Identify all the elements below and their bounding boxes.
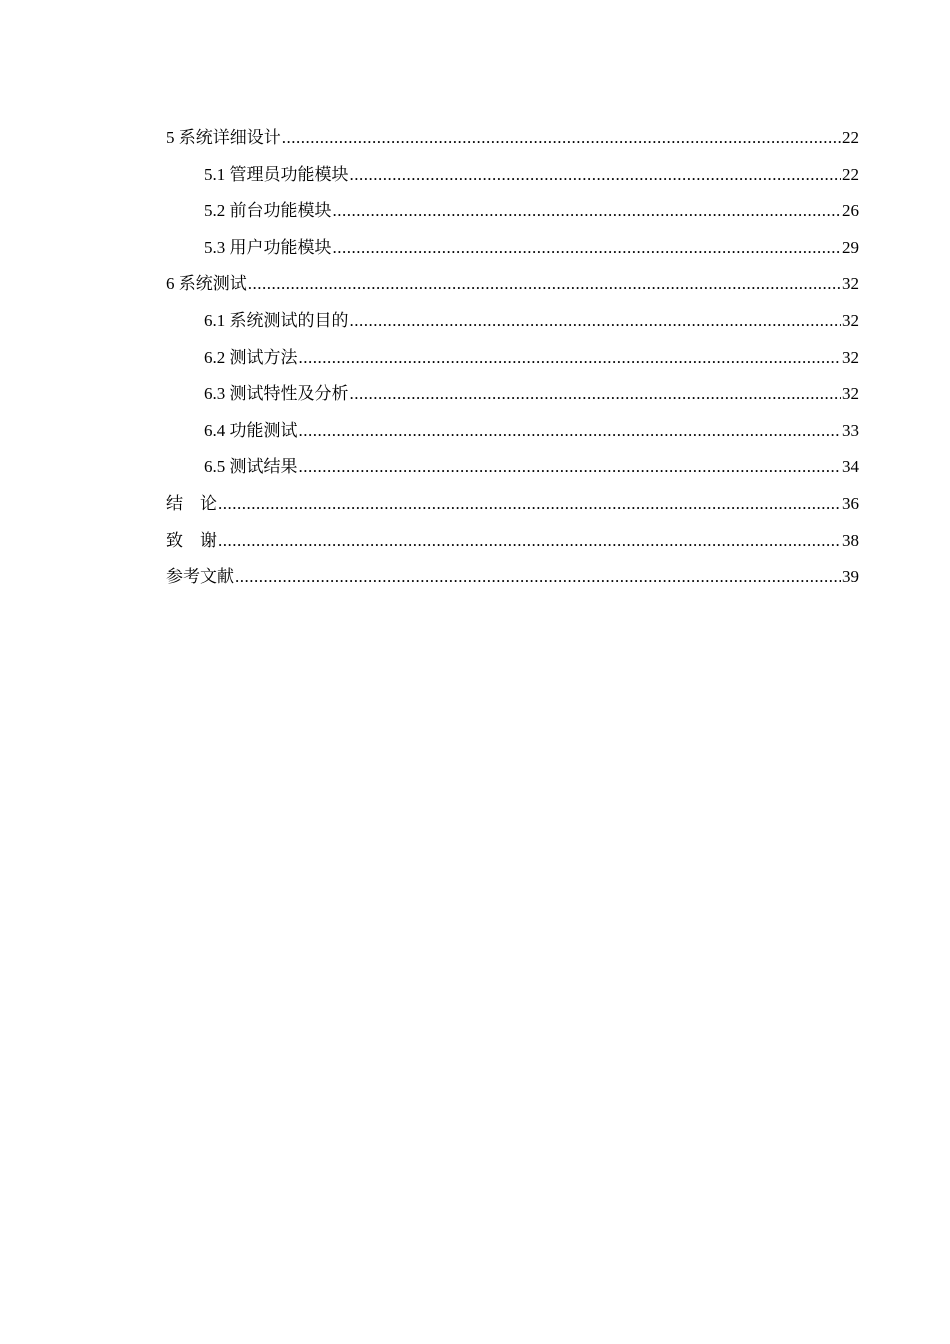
toc-entry[interactable] (166, 344, 859, 381)
toc-entry-title: 5 系统详细设计 (166, 128, 281, 147)
toc-entry-title: 6.3 测试特性及分析 (204, 384, 349, 404)
toc-entry-page: 33 (842, 420, 859, 440)
toc-entry-title: 5.1 管理员功能模块 (204, 164, 349, 184)
toc-entry[interactable] (166, 380, 859, 417)
toc-leader-dots (299, 453, 842, 480)
toc-entry-title: 6.1 系统测试的目的 (204, 310, 349, 330)
toc-leader-dots (333, 234, 842, 261)
toc-entry-title: 6 系统测试 (166, 274, 247, 294)
toc-entry[interactable] (166, 453, 859, 490)
table-of-contents (166, 124, 859, 600)
toc-entry-title: 5.2 前台功能模块 (204, 201, 332, 221)
toc-entry-page: 34 (842, 457, 859, 477)
toc-entry-page: 32 (842, 384, 859, 404)
toc-leader-dots (350, 307, 842, 334)
toc-entry-title: 6.2 测试方法 (204, 347, 298, 367)
toc-entry-title: 5.3 用户功能模块 (204, 237, 332, 257)
toc-entry[interactable] (166, 563, 859, 600)
toc-entry-page: 32 (842, 347, 859, 367)
toc-entry[interactable] (166, 161, 859, 198)
toc-leader-dots (299, 344, 842, 371)
toc-leader-dots (299, 417, 842, 444)
toc-entry[interactable] (166, 234, 859, 271)
toc-entry[interactable] (166, 197, 859, 234)
toc-entry-page: 36 (842, 493, 859, 513)
toc-leader-dots (235, 563, 841, 590)
toc-entry-page: 39 (842, 567, 859, 587)
toc-entry-title: 致 谢 (166, 530, 217, 550)
toc-entry[interactable] (166, 124, 859, 161)
toc-leader-dots (350, 161, 842, 188)
toc-entry[interactable] (166, 527, 859, 564)
toc-leader-dots (218, 527, 841, 554)
toc-entry-title: 参考文献 (166, 567, 234, 587)
toc-entry-page: 32 (842, 310, 859, 330)
toc-entry-page: 22 (842, 128, 859, 147)
toc-entry[interactable] (166, 490, 859, 527)
toc-entry-title: 6.4 功能测试 (204, 420, 298, 440)
toc-leader-dots (282, 124, 841, 151)
toc-leader-dots (350, 380, 842, 407)
toc-leader-dots (248, 270, 841, 297)
toc-entry[interactable] (166, 270, 859, 307)
toc-entry-page: 26 (842, 201, 859, 221)
toc-entry[interactable] (166, 417, 859, 454)
toc-entry-page: 38 (842, 530, 859, 550)
toc-leader-dots (333, 197, 842, 224)
toc-entry[interactable] (166, 307, 859, 344)
toc-entry-title: 结 论 (166, 493, 217, 513)
toc-entry-title: 6.5 测试结果 (204, 457, 298, 477)
toc-entry-page: 29 (842, 237, 859, 257)
toc-entry-page: 22 (842, 164, 859, 184)
toc-entry-page: 32 (842, 274, 859, 294)
toc-leader-dots (218, 490, 841, 517)
